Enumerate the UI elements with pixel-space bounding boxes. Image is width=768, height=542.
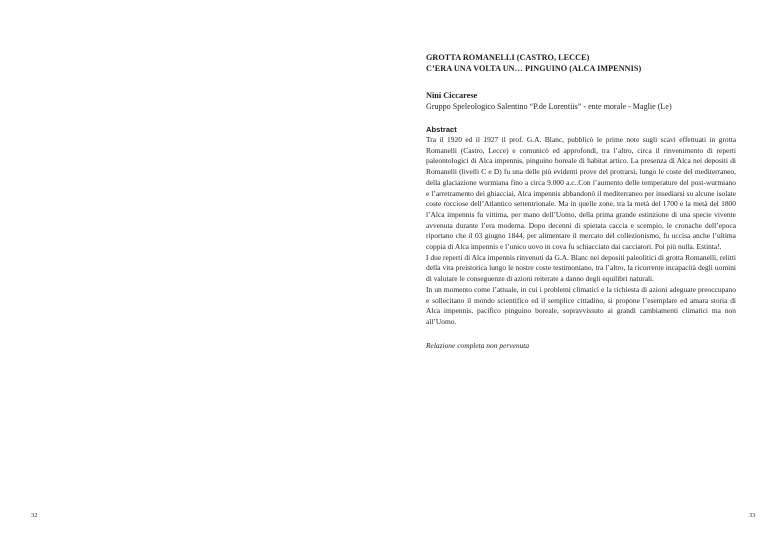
abstract-heading: Abstract <box>426 125 457 134</box>
right-page <box>384 0 768 542</box>
abstract-paragraph-2: I due reperti di Alca impennis rinvenuti da G.A. Blanc nei depositi paleolitici di grotta Romanelli, relitti della vita preistorica lungo le nostre coste testimoniano, tra l’altro, la ricorrente incapacità degli uomini di valutare le conseguenze di azioni reiterate a danno degli equilibri naturali. <box>426 252 736 284</box>
report-note: Relazione completa non pervenuta <box>426 340 530 350</box>
title-line-1: GROTTA ROMANELLI (CASTRO, LECCE) <box>426 53 590 62</box>
abstract-paragraph-1: Tra il 1920 ed il 1927 il prof. G.A. Blanc, pubblicò le prime note sugli scavi effettuati in grotta Romanelli (Castro, Lecce) e comunicò ed approfondì, tra l’altro, circa il rinvenimento di reperti paleontologici di Alca impennis, pinguino boreale di habitat artico. La presenza di Alca nei depositi di Romanelli (livelli C e D) fu una delle più evidenti prove del protrarsi, lungo le coste del mediterraneo, della glaciazione wurmiana fino a circa 9.000 a.c..Con l’aumento delle temperature del post-wurmiano e l’arretramento dei ghiacciai, Alca impennis abbandonò il mediterraneo per insediarsi su alcune isolate coste rocciose dell’Atlantico settentrionale. Ma in quelle zone, tra la metà del 1700 e la metà del 1800 l’Alca impennis fu vittima, per mano dell’Uomo, della prima grande estinzione di una specie vivente avvenuta durante l’era moderna. Dopo decenni di spietata caccia e scempio, le cronache dell’epoca riportano che il 03 giugno 1844, per alimentare il mercato del collezionismo, fu uccisa anche l’ultima coppia di Alca impennis e l’unico uovo in cova fu schiacciato dai cacciatori. Poi più nulla. Estinta!. <box>426 135 736 252</box>
article-title <box>426 52 736 74</box>
abstract-paragraph-3: In un momento come l’attuale, in cui i problemi climatici e la richiesta di azioni adeguate preoccupano e sollecitano il mondo scientifico ed il semplice cittadino, si propone l’esemplare ed amara storia di Alca impennis, pacifico pinguino boreale, sopravvissuto ai grandi cambiamenti climatici ma non all’Uomo. <box>426 284 736 326</box>
author-name: Nini Ciccarese <box>426 91 478 100</box>
title-line-2: C’ERA UNA VOLTA UN… PINGUINO (ALCA IMPENNIS) <box>426 64 642 73</box>
author-affiliation: Gruppo Speleologico Salentino “P.de Lorentiis” - ente morale - Maglie (Le) <box>426 102 672 111</box>
article-content <box>426 52 736 351</box>
abstract-body <box>426 135 736 328</box>
page-number-left: 32 <box>31 512 38 519</box>
page-number-right: 33 <box>749 512 756 519</box>
